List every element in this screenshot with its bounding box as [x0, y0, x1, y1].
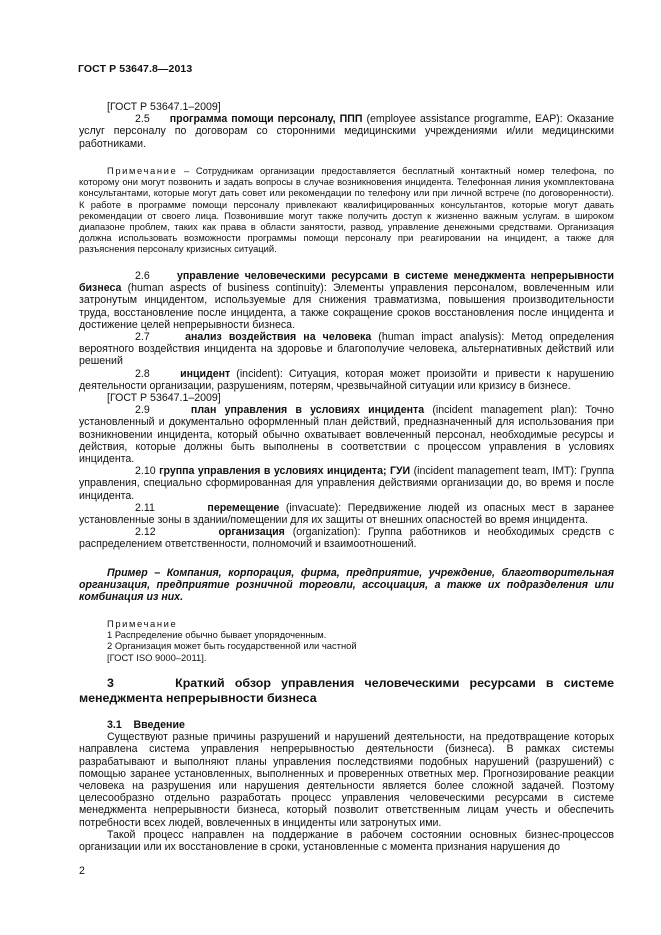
- term-2-11-text: (invacuate): Передвижение людей из опасных мест в заранее установленные зоны в здании/помещении для их защиты от внешних опасностей во время инцидента.: [79, 501, 614, 527]
- term-2-5: 2.5 программа помощи персоналу, ППП (employee assistance programme, EAP): Оказание услуг персоналу по договорам со сторонними медицинскими учреждениями и/или медицинскими работниками.: [79, 113, 615, 150]
- intro-paragraph-2: Такой процесс направлен на поддержание в рабочем состоянии основных бизнес-процессов организации или их восстановление в сроки, установленные с момента признания нарушения до: [79, 828, 614, 854]
- page-number: 2: [79, 865, 85, 877]
- term-2-8: 2.8 инцидент (incident): Ситуация, которая может произойти и привести к нарушению деятельности организации, разрушениям, потерям, чрезвычайной ситуации или кризису в бизнесе.: [79, 367, 614, 392]
- term-2-9-text: (incident management plan): Точно установленный и документально оформленный план действий, предназначенный для использования при возникновении инцидента, который обычно охватывает вовлеченный персонал, необходимые ресурсы и действия, которые должны быть выполнены в соответствии с процессом управления в условиях инцидента.: [79, 404, 614, 466]
- note-2-line-1: 1 Распределение обычно бывает упорядоченным.: [107, 629, 327, 641]
- reference-citation-2: [ГОСТ Р 53647.1–2009]: [107, 392, 221, 405]
- example-text: Пример – Компания, корпорация, фирма, предприятие, учреждение, благотворительная организация, предприятие розничной торговли, ассоциация, а также их подразделения или комбинация из них.: [79, 567, 614, 604]
- note-1: [79, 165, 614, 255]
- subsection-3-1: [79, 719, 614, 853]
- intro-paragraph-1: Существуют разные причины разрушений и нарушений деятельности, на предотвращение которых направлена система управления непрерывностью деятельности (бизнеса). В рамках системы разрабатывают и выполняют планы управления последствиями подобных нарушений (разрушений) с помощью заранее установленных, выполненных и проверенных ответных мер. Прогнозирование реакции человека на разрушения или нарушения деятельности является более сложной задачей. Поэтому целесообразно отдельно разработать процесс управления человеческими ресурсами в системе менеджмента непрерывности бизнеса, который позволит ответственным лицам учесть и обеспечить потребности всех людей, вовлеченных в инциденты или затронутых ими.: [79, 731, 614, 829]
- note-2-line-2: 2 Организация может быть государственной или частной: [107, 640, 357, 652]
- terms-block: [79, 270, 614, 551]
- document-code: ГОСТ Р 53647.8—2013: [78, 63, 193, 75]
- term-2-12-name: организация: [218, 526, 285, 539]
- subsection-3-1-title: Введение: [133, 719, 185, 731]
- term-2-7-name: анализ воздействия на человека: [185, 331, 372, 344]
- reference-citation: [ГОСТ Р 53647.1–2009]: [107, 101, 221, 113]
- term-2-7-text: (human impact analysis): Метод определения вероятного воздействия инцидента на здоровье и благополучие человека, альтернативных действий или решений: [79, 331, 614, 368]
- term-2-6-name: управление человеческими ресурсами в системе менеджмента непрерывности бизнеса: [79, 270, 614, 295]
- term-2-6: 2.6 управление человеческими ресурсами в системе менеджмента непрерывности бизнеса (human aspects of business continuity): Элементы управления персоналом, вовлеченным или затронутым инцидентом, используемые для снижения травматизма, повышения производительности труда, восстановление после инцидента, а также сокращение сроков восстановления после инцидента и достижение целей непрерывности бизнеса.: [79, 270, 614, 331]
- section-3-title: Краткий обзор управления человеческими ресурсами в системе менеджмента непрерывности бизнеса: [79, 676, 615, 705]
- section-3-number: 3: [107, 676, 114, 690]
- term-2-10-text: (incident management team, IMT): Группа управления, специально сформированная для управления действиями организации до, во время и после инцидента.: [79, 465, 615, 502]
- term-2-8-name: инцидент: [180, 367, 231, 380]
- term-2-12-text: (organization): Группа работников и необходимых средств с распределением ответственности, полномочий и взаимоотношений.: [79, 526, 615, 551]
- subsection-3-1-heading: 3.1 Введение: [107, 719, 185, 731]
- term-2-11: 2.11 перемещение (invacuate): Передвижение людей из опасных мест в заранее установленные зоны в здании/помещении для их защиты от внешних опасностей во время инцидента.: [79, 501, 614, 527]
- term-2-6-text: (human aspects of business continuity): Элементы управления персоналом, вовлеченным или затронутым инцидентом, используемые для снижения травматизма, повышения производительности труда, восстановление после инцидента, а также сокращение сроков восстановления после инцидента и достижение целей непрерывности бизнеса.: [79, 282, 614, 331]
- example-block: [79, 567, 614, 604]
- note-2: [79, 618, 614, 663]
- term-2-12: 2.12 организация (organization): Группа работников и необходимых средств с распределением ответственности, полномочий и взаимоотношений.: [79, 526, 615, 551]
- note-2-label: Примечание: [107, 618, 178, 629]
- note-1-label: Примечание: [107, 165, 178, 176]
- section-3-heading: [79, 676, 614, 706]
- term-2-5-text: (employee assistance programme, EAP): Оказание услуг персоналу по договорам со сторонними медицинскими учреждениями и/или медицинскими работниками.: [79, 113, 615, 150]
- term-2-9: 2.9 план управления в условиях инцидента (incident management plan): Точно установленный и документально оформленный план действий, предназначенный для использования при возникновении инцидента, который обычно охватывает вовлеченный персонал, необходимые ресурсы и действия, которые должны быть выполнены в соответствии с процессом управления в условиях инцидента.: [79, 404, 614, 466]
- note-1-text: – Сотрудникам организации предоставляется бесплатный контактный номер телефона, по которому они могут позвонить и задать вопросы в случае возникновения инцидента. Телефонная линия укомплектована консультантами, которые могут дать совет или рекомендации по телефону или при личной встрече (по договоренности). К работе в программе помощи персоналу привлекают квалифицированных консультантов, которые могут давать рекомендации от своего лица. Позвонившие могут также получить доступ к жизненно важным услугам. в широком диапазоне проблем, таких как права в области занятости, развод, управление денежными средствами. Организация должна использовать возможности программы помощи персоналу при реагировании на инцидент, а также для разъяснения персоналу кризисных ситуаций.: [79, 165, 614, 255]
- term-2-10-name: группа управления в условиях инцидента; ГУИ: [159, 465, 411, 478]
- term-2-5-name: программа помощи персоналу, ППП: [169, 113, 363, 126]
- term-2-10: 2.10 группа управления в условиях инцидента; ГУИ (incident management team, IMT): Группа управления, специально сформированная для управления действиями организации до, во время и после инцидента.: [79, 465, 615, 502]
- term-2-9-name: план управления в условиях инцидента: [190, 404, 425, 417]
- note-2-line-3: [ГОСТ ISO 9000–2011].: [107, 651, 207, 663]
- term-2-5-block: [79, 101, 614, 150]
- term-2-11-name: перемещение: [207, 501, 280, 514]
- term-2-8-text: (incident): Ситуация, которая может произойти и привести к нарушению деятельности организации, разрушениям, потерям, чрезвычайной ситуации или кризису в бизнесе.: [79, 367, 614, 392]
- term-2-7: 2.7 анализ воздействия на человека (human impact analysis): Метод определения вероятного воздействия инцидента на здоровье и благополучие человека, альтернативных действий или решений: [79, 331, 614, 368]
